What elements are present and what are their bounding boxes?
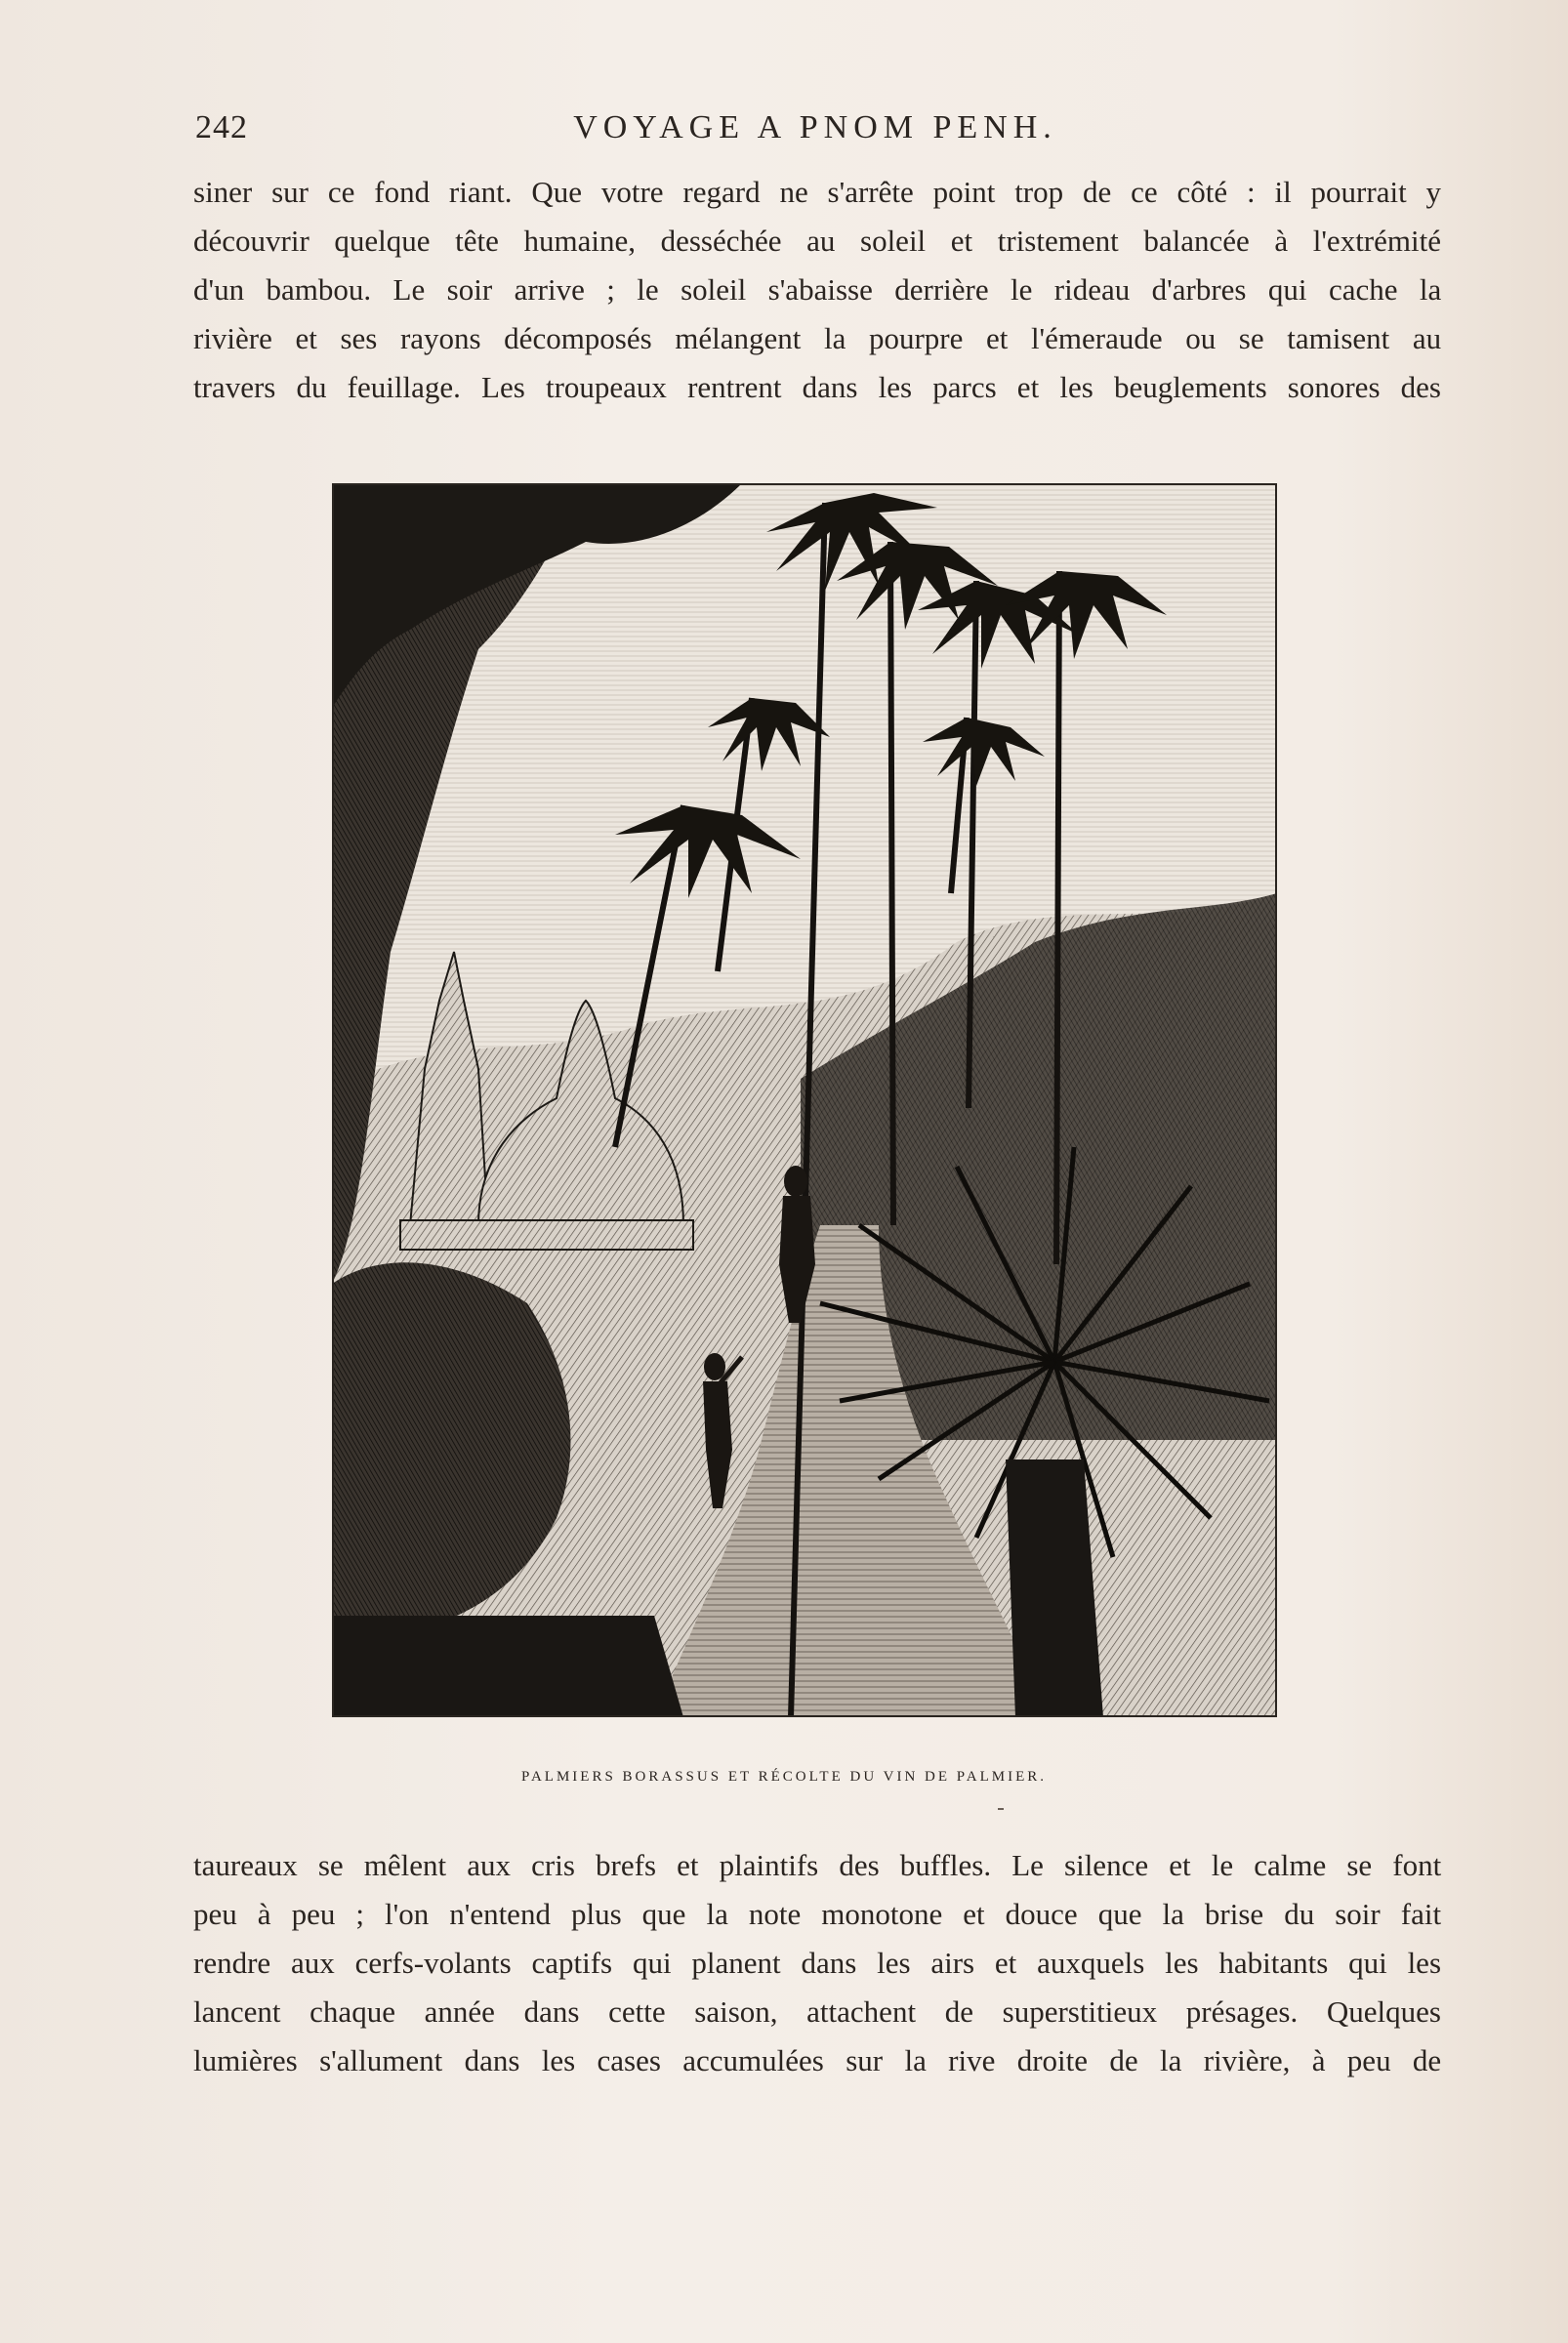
page-header [195,109,1435,158]
body-paragraph-bottom [193,1841,1441,2085]
running-title: VOYAGE A PNOM PENH. [573,109,1057,145]
text-line: siner sur ce fond riant. Que votre regard ne s'arrête point trop de ce côté : il pourrait y [193,175,1442,209]
text-line: rivière et ses rayons décomposés mélangent la pourpre et l'émeraude ou se tamisent au [193,321,1442,355]
text-line: peu à peu ; l'on n'entend plus que la note monotone et douce que la brise du soir fait [193,1897,1442,1931]
text-line: lumières s'allument dans les cases accumulées sur la rive droite de la rivière, à peu de [193,2043,1442,2077]
text-line: rendre aux cerfs-volants captifs qui planent dans les airs et auxquels les habitants qui les [193,1946,1442,1980]
text-line: d'un bambou. Le soir arrive ; le soleil s'abaisse derrière le rideau d'arbres qui cache la [193,272,1442,307]
text-line: taureaux se mêlent aux cris brefs et plaintifs des buffles. Le silence et le calme se font [193,1848,1442,1882]
page-number: 242 [195,109,248,145]
body-paragraph-top [193,168,1441,412]
text-line: travers du feuillage. Les troupeaux rentrent dans les parcs et les beuglements sonores des [193,370,1441,404]
figure-caption: PALMIERS BORASSUS ET RÉCOLTE DU VIN DE PALMIER. [520,1769,1048,1785]
caption-mark [998,1808,1004,1810]
text-line: découvrir quelque tête humaine, desséchée au soleil et tristement balancée à l'extrémité [193,224,1441,258]
engraving-illustration [332,483,1277,1717]
palm-grove-engraving [332,483,1277,1717]
text-line: lancent chaque année dans cette saison, attachent de superstitieux présages. Quelques [193,1994,1441,2029]
